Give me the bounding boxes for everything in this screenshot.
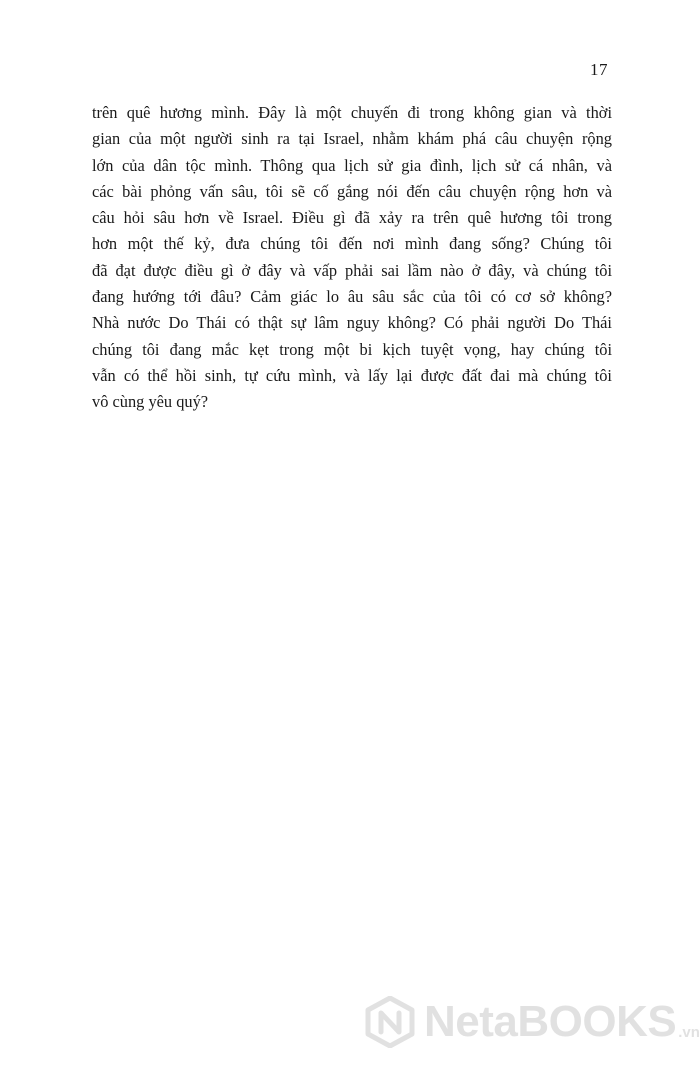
text-line: vẫn có thể hồi sinh, tự cứu mình, và lấy lại được đất đai mà chúng tôi <box>92 365 612 385</box>
text-line: gian của một người sinh ra tại Israel, nhằm khám phá câu chuyện rộng <box>92 129 612 149</box>
text-line: vô cùng yêu quý? <box>92 392 209 412</box>
text-line: đã đạt được điều gì ở đây và vấp phải sai lầm nào ở đây, và chúng tôi <box>92 260 612 280</box>
text-line: lớn của dân tộc mình. Thông qua lịch sử gia đình, lịch sử cá nhân, và <box>92 155 612 175</box>
text-line: câu hỏi sâu hơn về Israel. Điều gì đã xảy ra trên quê hương tôi trong <box>92 208 612 228</box>
text-line: đang hướng tới đâu? Cảm giác lo âu sâu sắc của tôi có cơ sở không? <box>92 287 612 307</box>
text-line: hơn một thế kỷ, đưa chúng tôi đến nơi mình đang sống? Chúng tôi <box>92 234 612 254</box>
text-line: trên quê hương mình. Đây là một chuyến đi trong không gian và thời <box>92 103 612 122</box>
netabooks-watermark <box>364 992 700 1052</box>
page-number: 17 <box>590 60 608 79</box>
body-paragraph <box>92 100 612 416</box>
text-line: Nhà nước Do Thái có thật sự lâm nguy không? Có phải người Do Thái <box>92 313 612 333</box>
netabooks-logo-icon <box>364 996 416 1048</box>
text-line: các bài phỏng vấn sâu, tôi sẽ cố gắng nói đến câu chuyện rộng hơn và <box>92 181 612 201</box>
watermark-suffix: .vn <box>678 1023 700 1041</box>
text-line: chúng tôi đang mắc kẹt trong một bi kịch tuyệt vọng, hay chúng tôi <box>92 339 612 359</box>
watermark-brand: NetaBOOKS <box>424 997 677 1046</box>
